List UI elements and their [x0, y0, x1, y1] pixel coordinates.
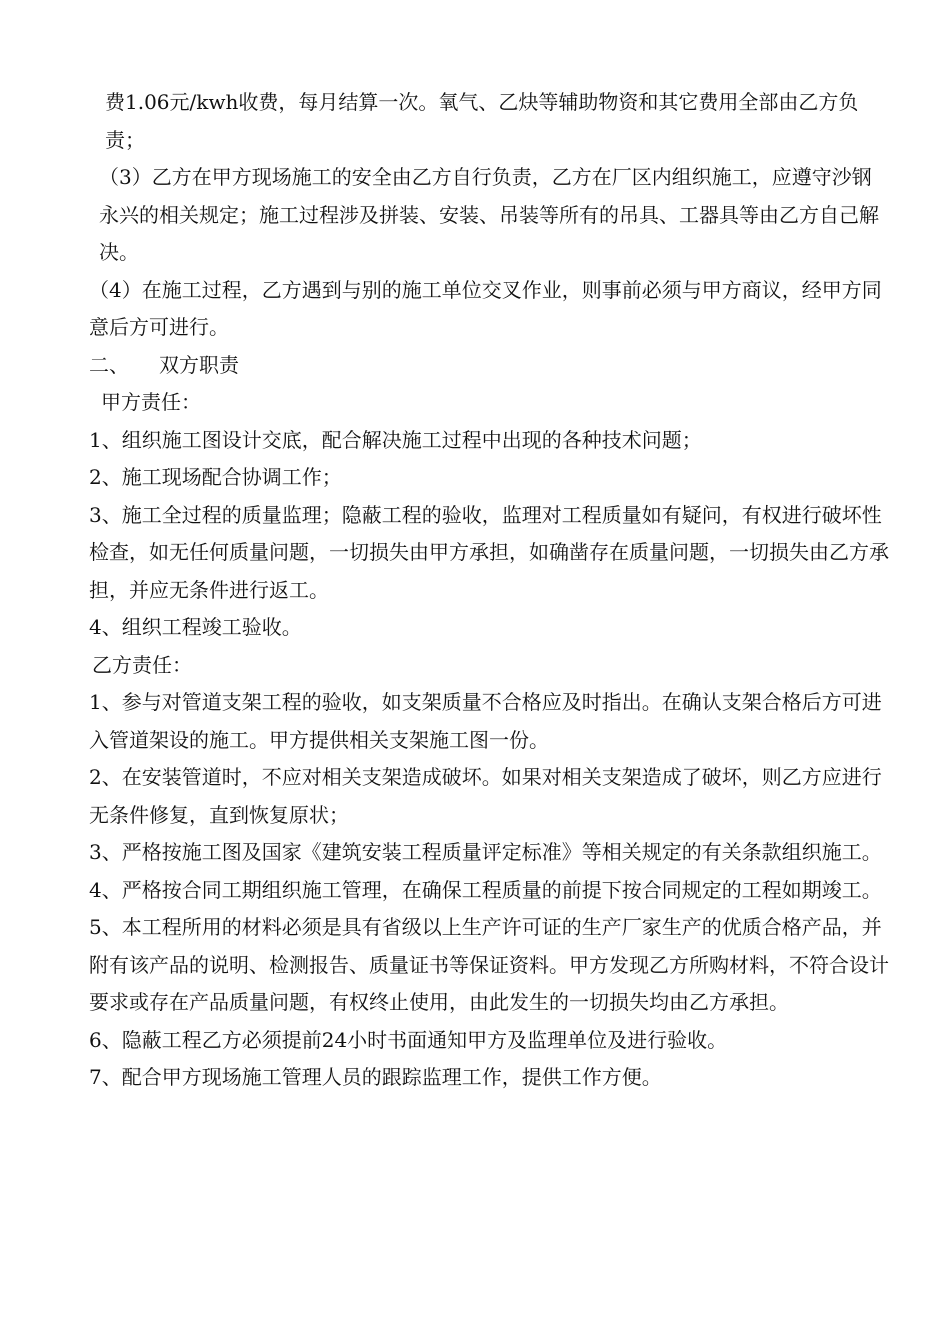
party-b-item-3: 3、严格按施工图及国家《建筑安装工程质量评定标准》等相关规定的有关条款组织施工。 — [89, 840, 882, 864]
section-number: 二、 — [89, 352, 129, 377]
party-b-item-2: 2、在安装管道时，不应对相关支架造成破坏。如果对相关支架造成了破坏，则乙方应进行无条件修复，直到恢复原状； — [89, 765, 882, 827]
party-b-item-1: 1、参与对管道支架工程的验收，如支架质量不合格应及时指出。在确认支架合格后方可进入管道架设的施工。甲方提供相关支架施工图一份。 — [89, 690, 882, 752]
party-a-item-4: 4、组织工程竣工验收。 — [89, 615, 302, 639]
party-a-item-3: 3、施工全过程的质量监理；隐蔽工程的验收，监理对工程质量如有疑问，有权进行破坏性检查，如无任何质量问题，一切损失由甲方承担，如确凿存在质量问题，一切损失由乙方承担，并应无条件进行返工。 — [89, 502, 889, 602]
section-title: 双方职责 — [159, 352, 239, 377]
section-heading — [89, 347, 889, 385]
party-b-item-7: 7、配合甲方现场施工管理人员的跟踪监理工作，提供工作方便。 — [89, 1065, 662, 1089]
paragraph-clause-4: （4）在施工过程，乙方遇到与别的施工单位交叉作业，则事前必须与甲方商议，经甲方同意后方可进行。 — [89, 277, 882, 339]
party-b-heading: 乙方责任： — [92, 652, 192, 677]
paragraph-fee-continuation: 费1.06元/kwh收费，每月结算一次。氧气、乙炔等辅助物资和其它费用全部由乙方负责； — [105, 90, 859, 152]
party-b-item-6: 6、隐蔽工程乙方必须提前24小时书面通知甲方及监理单位及进行验收。 — [89, 1027, 728, 1052]
party-a-item-2: 2、施工现场配合协调工作； — [89, 465, 342, 489]
party-b-item-4: 4、严格按合同工期组织施工管理，在确保工程质量的前提下按合同规定的工程如期竣工。 — [89, 877, 882, 902]
document-body — [89, 84, 889, 1097]
party-a-heading: 甲方责任： — [101, 390, 201, 414]
paragraph-clause-3: （3）乙方在甲方现场施工的安全由乙方自行负责，乙方在厂区内组织施工，应遵守沙钢永兴的相关规定；施工过程涉及拼装、安装、吊装等所有的吊具、工器具等由乙方自己解决。 — [99, 165, 879, 264]
party-b-item-5: 5、本工程所用的材料必须是具有省级以上生产许可证的生产厂家生产的优质合格产品，并附有该产品的说明、检测报告、质量证书等保证资料。甲方发现乙方所购材料，不符合设计要求或存在产品质量问题，有权终止使用，由此发生的一切损失均由乙方承担。 — [89, 915, 889, 1014]
party-a-item-1: 1、组织施工图设计交底，配合解决施工过程中出现的各种技术问题； — [89, 427, 702, 452]
